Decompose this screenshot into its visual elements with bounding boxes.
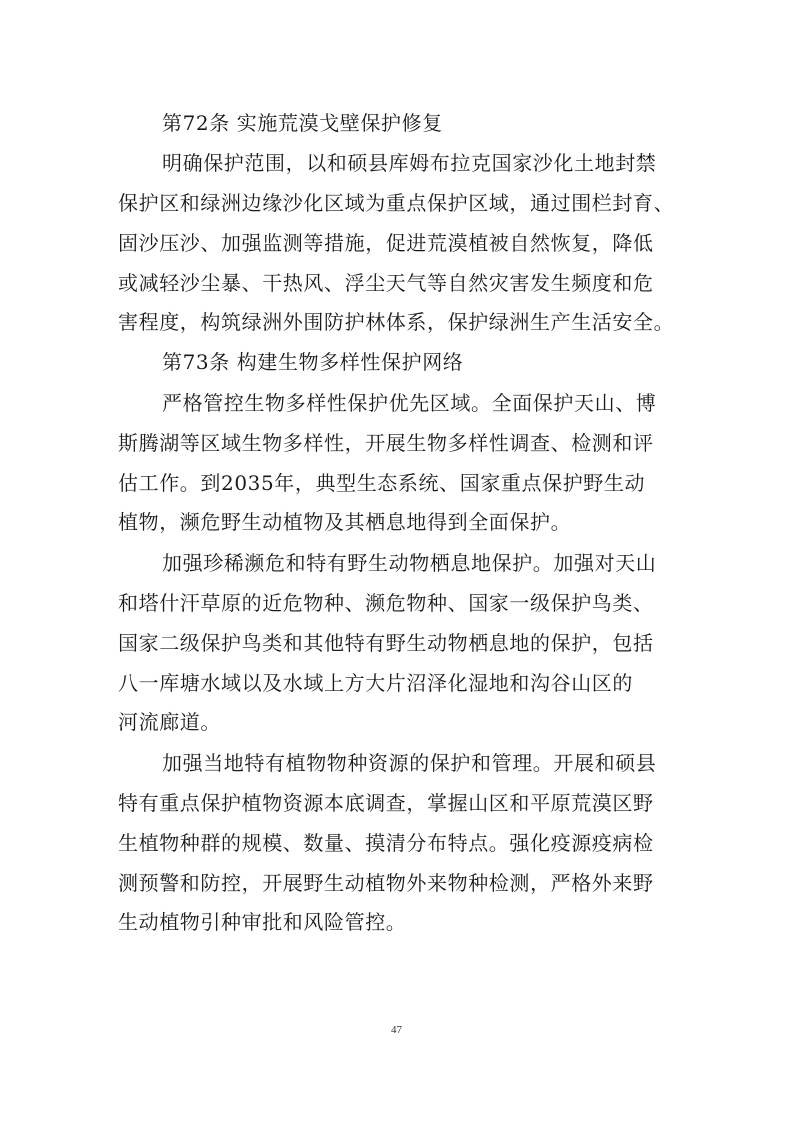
paragraph-line: 固沙压沙、加强监测等措施，促进荒漠植被自然恢复，降低 xyxy=(118,231,654,255)
paragraph-line: 明确保护范围，以和硕县库姆布拉克国家沙化土地封禁 xyxy=(162,151,657,175)
article-73-title: 第73条 构建生物多样性保护网络 xyxy=(162,350,464,374)
paragraph-line: 估工作。到2035年，典型生态系统、国家重点保护野生动 xyxy=(118,471,646,495)
paragraph-line: 植物，濒危野生动植物及其栖息地得到全面保护。 xyxy=(118,510,572,534)
paragraph-line: 或减轻沙尘暴、干热风、浮尘天气等自然灾害发生频度和危 xyxy=(118,271,654,295)
paragraph-line: 和塔什汗草原的近危物种、濒危物种、国家一级保护鸟类、 xyxy=(118,591,654,615)
page-number: 47 xyxy=(391,1024,402,1036)
paragraph-line: 八一库塘水域以及水域上方大片沼泽化湿地和沟谷山区的 xyxy=(118,671,633,695)
paragraph-line: 生植物种群的规模、数量、摸清分布特点。强化疫源疫病检 xyxy=(118,831,654,855)
article-72-title: 第72条 实施荒漠戈壁保护修复 xyxy=(162,111,443,135)
paragraph-line: 生动植物引种审批和风险管控。 xyxy=(118,910,407,934)
paragraph-line: 斯腾湖等区域生物多样性，开展生物多样性调查、检测和评 xyxy=(118,431,654,455)
paragraph-line: 加强当地特有植物物种资源的保护和管理。开展和硕县 xyxy=(162,751,657,775)
paragraph-line: 河流廊道。 xyxy=(118,710,221,734)
paragraph-line: 特有重点保护植物资源本底调查，掌握山区和平原荒漠区野 xyxy=(118,791,654,815)
paragraph-line: 加强珍稀濒危和特有野生动物栖息地保护。加强对天山 xyxy=(162,551,657,575)
paragraph-line: 严格管控生物多样性保护优先区域。全面保护天山、博 xyxy=(162,391,657,415)
paragraph-line: 国家二级保护鸟类和其他特有野生动物栖息地的保护，包括 xyxy=(118,631,654,655)
paragraph-line: 测预警和防控，开展野生动植物外来物种检测，严格外来野 xyxy=(118,871,654,895)
paragraph-line: 保护区和绿洲边缘沙化区域为重点保护区域，通过围栏封育、 xyxy=(118,191,675,215)
paragraph-line: 害程度，构筑绿洲外围防护林体系，保护绿洲生产生活安全。 xyxy=(118,310,675,334)
